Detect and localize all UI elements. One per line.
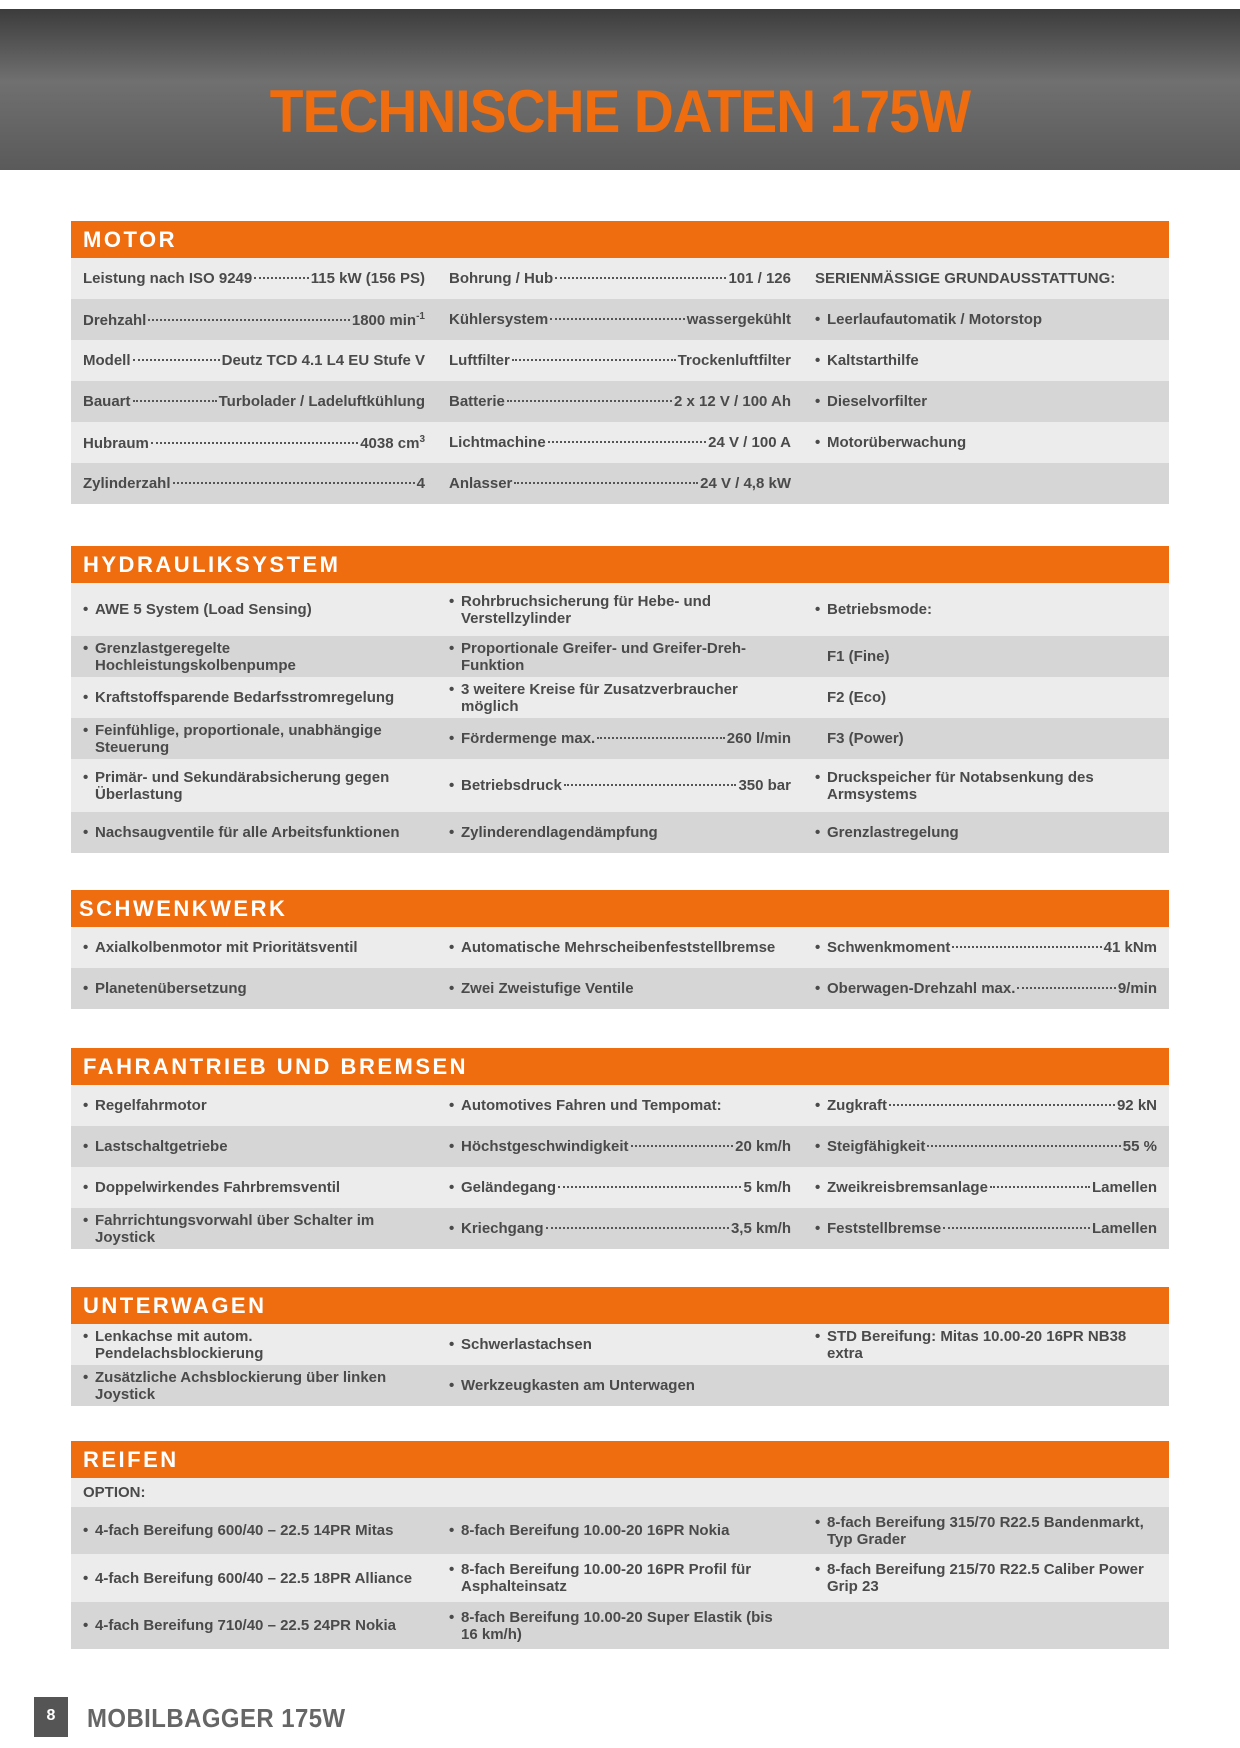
table-row: • Grenzlastgeregelte Hochleistungskolbenpumpe • Proportionale Greifer- und Greifer-Dreh-Funktion F1 (Fine) bbox=[71, 636, 1169, 677]
page-header bbox=[0, 9, 1240, 170]
list-item: 4-fach Bereifung 600/40 – 22.5 14PR Mitas bbox=[95, 1522, 394, 1539]
list-item: 3 weitere Kreise für Zusatzverbraucher möglich bbox=[461, 680, 738, 715]
list-item: Primär- und Sekundärabsicherung gegen Überlastung bbox=[95, 768, 390, 803]
list-item: Motorüberwachung bbox=[827, 434, 967, 451]
option-label: OPTION: bbox=[71, 1478, 1169, 1507]
section-title: UNTERWAGEN bbox=[71, 1287, 1169, 1324]
table-row: • Primär- und Sekundärabsicherung gegen Überlastung • Betriebsdruck 350 bar • Druckspeicher für Notabsenkung des Armsystems bbox=[71, 759, 1169, 812]
spec-value: Turbolader / Ladeluftkühlung bbox=[218, 393, 425, 410]
list-item: Kaltstarthilfe bbox=[827, 352, 919, 369]
section-unterwagen bbox=[71, 1287, 1169, 1406]
mode-item: F2 (Eco) bbox=[827, 689, 887, 706]
table-row: • Fahrrichtungsvorwahl über Schalter im Joystick • Kriechgang 3,5 km/h • Feststellbremse Lamellen bbox=[71, 1208, 1169, 1249]
list-item: AWE 5 System (Load Sensing) bbox=[95, 601, 312, 618]
spec-value: 115 kW (156 PS) bbox=[310, 270, 425, 287]
section-title: SCHWENKWERK bbox=[71, 890, 1169, 927]
spec-label: Anlasser bbox=[449, 475, 513, 492]
list-item: Automotives Fahren und Tempomat: bbox=[461, 1097, 722, 1114]
section-motor bbox=[71, 221, 1169, 504]
section-fahrantrieb bbox=[71, 1048, 1169, 1249]
list-item: 8-fach Bereifung 215/70 R22.5 Caliber Power Grip 23 bbox=[827, 1561, 1144, 1595]
spec-label: Steigfähigkeit bbox=[827, 1138, 926, 1155]
list-item: Schwerlastachsen bbox=[461, 1336, 592, 1353]
spec-value: Trockenluftfilter bbox=[677, 352, 791, 369]
spec-value: 4038 cm bbox=[360, 434, 420, 452]
spec-label: Leistung nach ISO 9249 bbox=[83, 270, 253, 287]
spec-label: Drehzahl bbox=[83, 311, 147, 329]
spec-value: 92 kN bbox=[1116, 1097, 1157, 1114]
spec-value: 1800 min bbox=[351, 311, 417, 329]
list-item: Nachsaugventile für alle Arbeitsfunktionen bbox=[95, 824, 400, 841]
list-item: Zylinderendlagendämpfung bbox=[461, 824, 658, 841]
spec-label: Zweikreisbremsanlage bbox=[827, 1179, 988, 1196]
list-item: Werkzeugkasten am Unterwagen bbox=[461, 1377, 695, 1394]
spec-label: Bauart bbox=[83, 393, 131, 410]
list-item: Rohrbruchsicherung für Hebe- und Verstellzylinder bbox=[461, 592, 712, 627]
list-item: Grenzlastgeregelte Hochleistungskolbenpumpe bbox=[95, 639, 296, 674]
list-item: Planetenübersetzung bbox=[95, 980, 247, 997]
spec-label: Schwenkmoment bbox=[827, 939, 951, 956]
page-number: 8 bbox=[34, 1697, 68, 1737]
spec-label: Betriebsdruck bbox=[461, 777, 562, 794]
list-item: Axialkolbenmotor mit Prioritätsventil bbox=[95, 939, 358, 956]
list-item: 8-fach Bereifung 10.00-20 16PR Nokia bbox=[461, 1522, 730, 1539]
spec-value: Deutz TCD 4.1 L4 EU Stufe V bbox=[221, 352, 425, 369]
section-reifen bbox=[71, 1441, 1169, 1649]
spec-label: Lichtmachine bbox=[449, 434, 546, 451]
list-item: Zwei Zweistufige Ventile bbox=[461, 980, 634, 997]
list-item: 4-fach Bereifung 600/40 – 22.5 18PR Alliance bbox=[95, 1569, 413, 1587]
spec-value: 350 bar bbox=[738, 777, 791, 794]
spec-label: Modell bbox=[83, 352, 131, 369]
spec-label: Kühlersystem bbox=[449, 311, 549, 328]
table-row: • 4-fach Bereifung 600/40 – 22.5 14PR Mitas • 8-fach Bereifung 10.00-20 16PR Nokia • 8-fach Bereifung 315/70 R22.5 Bandenmarkt, Typ Grader bbox=[71, 1507, 1169, 1554]
table-row: • Regelfahrmotor • Automotives Fahren und Tempomat: • Zugkraft 92 kN bbox=[71, 1085, 1169, 1126]
spec-value: wassergekühlt bbox=[686, 311, 791, 328]
spec-value: 260 l/min bbox=[726, 730, 791, 747]
table-row: • 4-fach Bereifung 600/40 – 22.5 18PR Alliance • 8-fach Bereifung 10.00-20 16PR Profil für Asphalteinsatz • 8-fach Bereifung 215/70 R22.5 Caliber Power Grip 23 bbox=[71, 1554, 1169, 1602]
mode-item: F1 (Fine) bbox=[827, 648, 890, 665]
spec-value: 4 bbox=[416, 475, 425, 492]
list-item: Feinfühlige, proportionale, unabhängige Steuerung bbox=[95, 721, 382, 756]
list-item: Fahrrichtungsvorwahl über Schalter im Joystick bbox=[95, 1211, 375, 1246]
table-row: • Axialkolbenmotor mit Prioritätsventil • Automatische Mehrscheibenfeststellbremse • Schwenkmoment 41 kNm bbox=[71, 927, 1169, 968]
list-item: Dieselvorfilter bbox=[827, 393, 928, 410]
section-hydraulik bbox=[71, 546, 1169, 853]
spec-value: 55 % bbox=[1122, 1138, 1157, 1155]
page-title: TECHNISCHE DATEN 175W bbox=[269, 78, 971, 145]
spec-value: 41 kNm bbox=[1103, 939, 1157, 956]
spec-value: Lamellen bbox=[1091, 1179, 1157, 1196]
list-item: Leerlaufautomatik / Motorstop bbox=[827, 311, 1043, 328]
table-row: Modell Deutz TCD 4.1 L4 EU Stufe V Luftfilter Trockenluftfilter • Kaltstarthilfe bbox=[71, 340, 1169, 381]
section-schwenkwerk bbox=[71, 890, 1169, 1009]
spec-value: 20 km/h bbox=[735, 1138, 791, 1155]
mode-item: F3 (Power) bbox=[827, 730, 904, 747]
spec-label: Batterie bbox=[449, 393, 505, 410]
spec-value: 5 km/h bbox=[743, 1179, 791, 1196]
section-title: FAHRANTRIEB UND BREMSEN bbox=[71, 1048, 1169, 1085]
spec-label: Kriechgang bbox=[461, 1220, 544, 1237]
spec-label: Zugkraft bbox=[827, 1097, 887, 1114]
table-row: • Nachsaugventile für alle Arbeitsfunktionen • Zylinderendlagendämpfung • Grenzlastregelung bbox=[71, 812, 1169, 853]
list-item: Druckspeicher für Notabsenkung des Armsystems bbox=[827, 768, 1094, 803]
spec-label: Höchstgeschwindigkeit bbox=[461, 1138, 629, 1155]
spec-label: Oberwagen-Drehzahl max. bbox=[827, 980, 1016, 997]
list-item: Grenzlastregelung bbox=[827, 824, 959, 841]
spec-label: Fördermenge max. bbox=[461, 730, 596, 747]
spec-label: Luftfilter bbox=[449, 352, 510, 369]
section-title: REIFEN bbox=[71, 1441, 1169, 1478]
unit-exponent: 3 bbox=[419, 433, 425, 445]
table-row: • Planetenübersetzung • Zwei Zweistufige Ventile • Oberwagen-Drehzahl max. 9/min bbox=[71, 968, 1169, 1009]
equipment-heading: SERIENMÄSSIGE GRUNDAUSSTATTUNG: bbox=[815, 270, 1116, 287]
table-row: • AWE 5 System (Load Sensing) • Rohrbruchsicherung für Hebe- und Verstellzylinder • Betriebsmode: bbox=[71, 583, 1169, 636]
table-row: • Kraftstoffsparende Bedarfsstromregelung • 3 weitere Kreise für Zusatzverbraucher möglich F2 (Eco) bbox=[71, 677, 1169, 718]
table-row: • Lenkachse mit autom. Pendelachsblockierung • Schwerlastachsen • STD Bereifung: Mitas 10.00-20 16PR NB38 extra bbox=[71, 1324, 1169, 1365]
spec-value: 24 V / 100 A bbox=[708, 434, 791, 451]
spec-value: 2 x 12 V / 100 Ah bbox=[673, 393, 791, 410]
spec-value: Lamellen bbox=[1091, 1220, 1157, 1237]
table-row: Bauart Turbolader / Ladeluftkühlung Batterie 2 x 12 V / 100 Ah • Dieselvorfilter bbox=[71, 381, 1169, 422]
unit-exponent: -1 bbox=[416, 310, 425, 322]
table-row: • Lastschaltgetriebe • Höchstgeschwindigkeit 20 km/h • Steigfähigkeit 55 % bbox=[71, 1126, 1169, 1167]
list-item: Proportionale Greifer- und Greifer-Dreh-Funktion bbox=[461, 639, 747, 674]
table-row: Drehzahl 1800 $\min^{-1}$ Kühlersystem wassergekühlt • Leerlaufautomatik / Motorstop bbox=[71, 299, 1169, 340]
list-item: Doppelwirkendes Fahrbremsventil bbox=[95, 1179, 341, 1196]
list-item: 4-fach Bereifung 710/40 – 22.5 24PR Nokia bbox=[95, 1617, 396, 1634]
footer-title: MOBILBAGGER 175W bbox=[87, 1703, 346, 1733]
table-row: • Feinfühlige, proportionale, unabhängige Steuerung • Fördermenge max. 260 l/min F3 (Power) bbox=[71, 718, 1169, 759]
section-title: HYDRAULIKSYSTEM bbox=[71, 546, 1169, 583]
list-item: Regelfahrmotor bbox=[95, 1097, 207, 1114]
list-item: Betriebsmode: bbox=[827, 601, 933, 618]
list-item: 8-fach Bereifung 315/70 R22.5 Bandenmarkt, Typ Grader bbox=[827, 1513, 1144, 1548]
list-item: Lenkachse mit autom. Pendelachsblockierung bbox=[95, 1327, 264, 1362]
list-item: STD Bereifung: Mitas 10.00-20 16PR NB38 extra bbox=[827, 1327, 1127, 1362]
list-item: Lastschaltgetriebe bbox=[95, 1138, 228, 1155]
table-row: • 4-fach Bereifung 710/40 – 22.5 24PR Nokia • 8-fach Bereifung 10.00-20 Super Elastik (bis 16 km/h) bbox=[71, 1602, 1169, 1649]
list-item: Kraftstoffsparende Bedarfsstromregelung bbox=[95, 689, 395, 706]
table-row bbox=[71, 463, 1169, 504]
spec-label: Hubraum bbox=[83, 434, 149, 452]
table-row: • Doppelwirkendes Fahrbremsventil • Geländegang 5 km/h • Zweikreisbremsanlage Lamellen bbox=[71, 1167, 1169, 1208]
spec-value: 24 V / 4,8 kW bbox=[700, 475, 791, 492]
list-item: 8-fach Bereifung 10.00-20 16PR Profil für Asphalteinsatz bbox=[461, 1561, 752, 1595]
section-title: MOTOR bbox=[71, 221, 1169, 258]
spec-value: 9/min bbox=[1117, 980, 1157, 997]
list-item: Zusätzliche Achsblockierung über linken Joystick bbox=[95, 1368, 387, 1403]
spec-label: Geländegang bbox=[461, 1179, 557, 1196]
spec-label: Bohrung / Hub bbox=[449, 270, 554, 287]
spec-value: 3,5 km/h bbox=[730, 1220, 791, 1237]
list-item: 8-fach Bereifung 10.00-20 Super Elastik (bis 16 km/h) bbox=[461, 1608, 773, 1643]
spec-label: Feststellbremse bbox=[827, 1220, 942, 1237]
list-item: Automatische Mehrscheibenfeststellbremse bbox=[461, 939, 776, 956]
table-row: • Zusätzliche Achsblockierung über linken Joystick • Werkzeugkasten am Unterwagen bbox=[71, 1365, 1169, 1406]
table-row bbox=[71, 258, 1169, 299]
spec-value: 101 / 126 bbox=[728, 270, 791, 287]
spec-label: Zylinderzahl bbox=[83, 475, 171, 492]
table-row: Hubraum 4038 $cm^3$ Lichtmachine 24 V / 100 A • Motorüberwachung bbox=[71, 422, 1169, 463]
